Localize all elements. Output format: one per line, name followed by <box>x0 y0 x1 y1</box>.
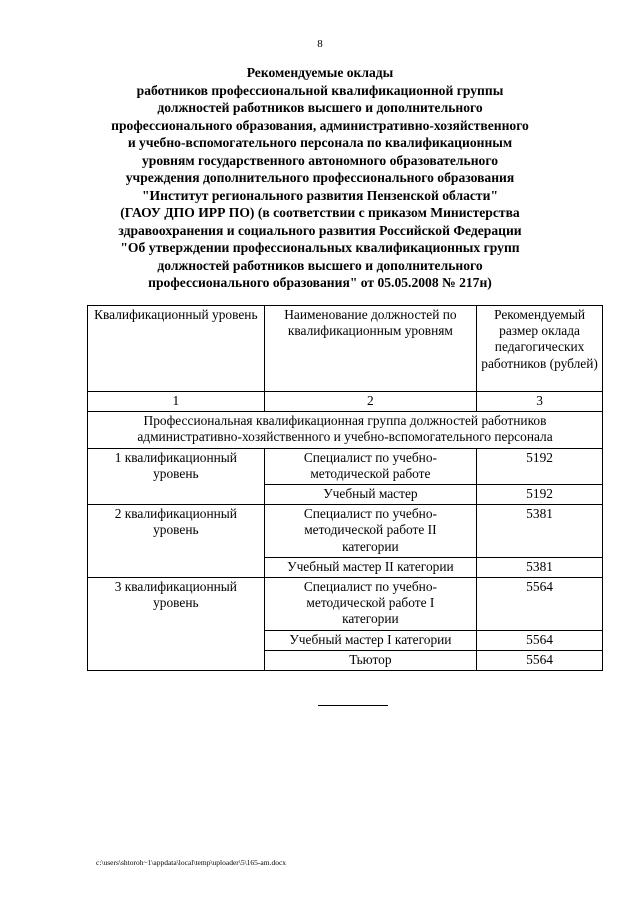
table-row <box>88 578 603 631</box>
title-line: работников профессиональной квалификационной группы <box>136 82 504 98</box>
salary-cell: 5381 <box>477 557 603 577</box>
salary-cell: 5564 <box>477 578 603 631</box>
position-cell: Специалист по учебно-методической работе <box>264 448 476 484</box>
salary-cell: 5564 <box>477 630 603 650</box>
header-qualification-level: Квалификационный уровень <box>88 306 265 392</box>
column-number: 1 <box>88 392 265 412</box>
position-cell: Учебный мастер II категории <box>264 557 476 577</box>
header-salary: Рекомендуемый размер оклада педагогических работников (рублей) <box>477 306 603 392</box>
title-line: и учебно-вспомогательного персонала по квалификационным <box>127 135 513 150</box>
position-cell: Специалист по учебно-методической работе II категории <box>264 505 476 558</box>
salary-cell: 5381 <box>477 505 603 558</box>
title-line: учреждения дополнительного профессионального образования <box>125 170 515 185</box>
salary-cell: 5564 <box>477 650 603 670</box>
title-line: "Об утверждении профессиональных квалификационных групп <box>120 240 520 255</box>
group-title-row <box>88 412 603 448</box>
header-position-name: Наименование должностей по квалификационным уровням <box>264 306 476 392</box>
column-number: 2 <box>264 392 476 412</box>
title-line: уровням государственного автономного образовательного <box>142 152 498 168</box>
page-number: 8 <box>317 38 323 50</box>
salary-cell: 5192 <box>477 448 603 484</box>
position-cell: Тьютор <box>264 650 476 670</box>
salary-table <box>87 305 603 671</box>
qualification-level-cell: 1 квалификационный уровень <box>88 448 265 505</box>
title-line: Рекомендуемые оклады <box>246 65 394 80</box>
position-cell: Учебный мастер I категории <box>264 630 476 650</box>
title-line: должностей работников высшего и дополнительного <box>157 257 483 273</box>
end-divider-line <box>318 705 388 706</box>
footer-file-path: c:\users\shtoroh~1\appdata\local\temp\uploader\5\165-am.docx <box>96 858 287 867</box>
group-title: Профессиональная квалификационная группа должностей работников административно-хозяйственного и учебно-вспомогательного персонала <box>88 412 603 448</box>
document-title <box>100 64 540 292</box>
salary-cell: 5192 <box>477 485 603 505</box>
table-header-row <box>88 306 603 392</box>
qualification-level-cell: 2 квалификационный уровень <box>88 505 265 578</box>
title-line: "Институт регионального развития Пензенской области" <box>142 187 498 203</box>
qualification-level-cell: 3 квалификационный уровень <box>88 578 265 671</box>
title-line: профессионального образования" от 05.05.2008 № 217н) <box>148 275 492 290</box>
table-row <box>88 448 603 484</box>
title-line: профессионального образования, административно-хозяйственного <box>111 117 529 133</box>
column-number-row <box>88 392 603 412</box>
position-cell: Специалист по учебно-методической работе I категории <box>264 578 476 631</box>
title-line: должностей работников высшего и дополнительного <box>157 100 483 115</box>
table-row <box>88 505 603 558</box>
title-line: (ГАОУ ДПО ИРР ПО) (в соответствии с приказом Министерства <box>120 205 520 220</box>
column-number: 3 <box>477 392 603 412</box>
position-cell: Учебный мастер <box>264 485 476 505</box>
title-line: здравоохранения и социального развития Российской Федерации <box>118 222 522 238</box>
